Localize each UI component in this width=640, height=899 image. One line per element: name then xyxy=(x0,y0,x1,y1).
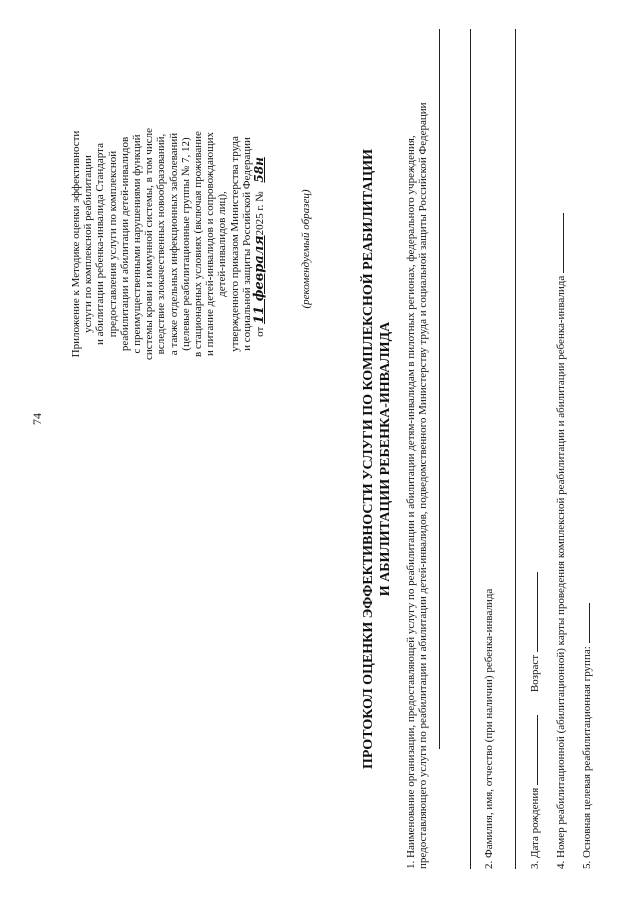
appendix-line: вследствие злокачественных новообразований, xyxy=(155,133,168,355)
handwritten-order-number: 58н xyxy=(252,157,267,183)
date-suffix: 2025 г. № xyxy=(254,191,267,236)
handwritten-date: 11 февраля xyxy=(252,235,268,324)
page-number: 74 xyxy=(30,413,44,425)
field-card-number-row xyxy=(553,213,567,869)
appendix-line: предоставления услуги по комплексной xyxy=(106,150,119,338)
appendix-line: реабилитации и абилитации детей-инвалидов xyxy=(118,136,131,352)
target-group-input[interactable] xyxy=(579,603,590,643)
appendix-line: детей-инвалидов лиц), xyxy=(216,191,229,297)
appendix-line: и социальной защиты Российской Федерации xyxy=(240,137,253,351)
birth-date-input[interactable] xyxy=(527,715,538,785)
appendix-line: и питание детей-инвалидов и сопровождающих xyxy=(204,132,217,356)
appendix-line: а также отдельных инфекционных заболеваний xyxy=(167,132,180,356)
field-child-name-row xyxy=(483,589,495,869)
appendix-line: и абилитации ребенка-инвалида Стандарта xyxy=(94,143,107,345)
card-number-label: 4. Номер реабилитационной (абилитационной) карты проведения комплексной реабилитации и абилитации ребенка-инвалида xyxy=(555,275,567,869)
target-group-label: 5. Основная целевая реабилитационная группа: xyxy=(581,646,593,869)
appendix-line: утвержденного приказом Министерства труда xyxy=(228,136,241,352)
date-prefix: от xyxy=(254,326,267,337)
appendix-line: услуги по комплексной реабилитации xyxy=(82,155,95,333)
card-number-input[interactable] xyxy=(553,213,564,273)
birth-date-label: 3. Дата рождения xyxy=(529,787,541,869)
protocol-title xyxy=(360,79,394,839)
appendix-date-line xyxy=(253,29,266,459)
field-target-group-row xyxy=(579,603,593,869)
organization-name-line[interactable] xyxy=(439,29,440,749)
appendix-line: Приложение к Методике оценки эффективности xyxy=(70,130,82,358)
organization-name-line-2[interactable] xyxy=(470,29,471,869)
appendix-line: в стационарных условиях (включая проживание xyxy=(192,131,205,357)
appendix-header xyxy=(70,29,266,459)
title-line-2: И АБИЛИТАЦИИ РЕБЕНКА-ИНВАЛИДА xyxy=(378,321,393,597)
age-label: Возраст xyxy=(529,654,541,693)
recommended-sample-note: (рекомендуемый образец) xyxy=(300,189,312,309)
appendix-line: (целевые реабилитационные группы № 7, 12) xyxy=(179,137,192,351)
title-line-1: ПРОТОКОЛ ОЦЕНКИ ЭФФЕКТИВНОСТИ УСЛУГИ ПО КОМПЛЕКСНОЙ РЕАБИЛИТАЦИИ xyxy=(361,148,376,770)
child-name-label: 2. Фамилия, имя, отчество (при наличии) ребенка-инвалида xyxy=(483,588,495,869)
child-name-line[interactable] xyxy=(515,29,516,869)
field-organization-name: 1. Наименование организации, предоставляющей услугу по реабилитации и абилитации детям-инвалидам в пилотных регионах, федерального учреждения, предоставляющего услуги по реабилитации и абилитации детей-инвалидов, подведомственного Министерству труда и социальной защиты Российской Федерации xyxy=(405,102,429,869)
appendix-line: с преимущественными нарушениями функций xyxy=(131,134,144,354)
appendix-line: системы крови и иммунной системы, в том числе xyxy=(143,128,156,360)
field-birth-age-row xyxy=(527,572,541,869)
age-input[interactable] xyxy=(527,572,538,652)
